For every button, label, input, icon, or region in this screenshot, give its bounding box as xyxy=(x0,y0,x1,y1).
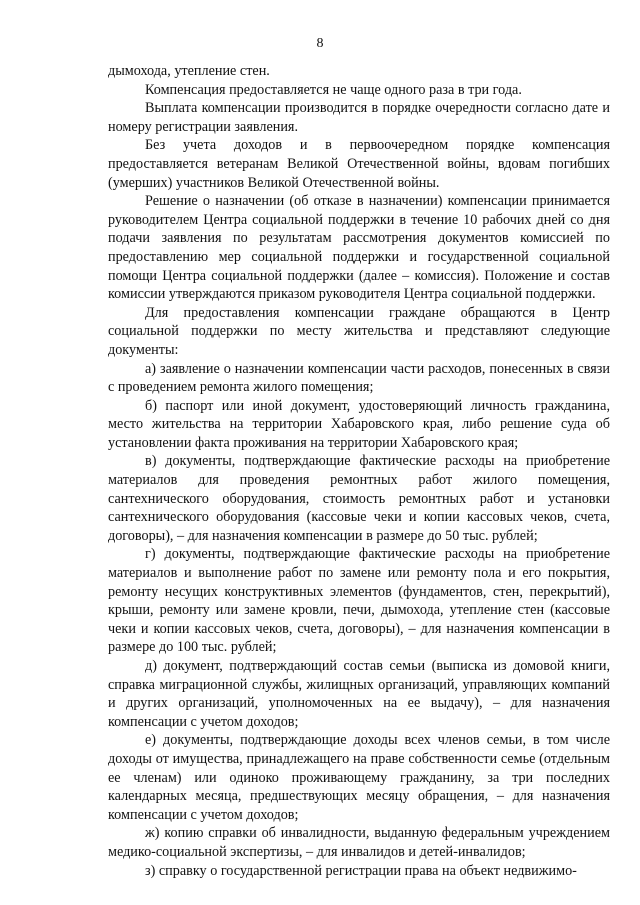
paragraph-frequency: Компенсация предоставляется не чаще одного раза в три года. xyxy=(145,81,522,98)
list-item-d: д) документ, подтверждающий состав семьи (выписка из домовой книги, справка миграционной службы, жилищных организаций, управляющих компаний и других организаций, уполномоченных на ее выдачу), – для назначения компенсации с учетом доходов; xyxy=(108,658,610,730)
list-item-e: е) документы, подтверждающие доходы всех членов семьи, в том числе доходы от имущества, принадлежащего на праве собственности семье (отдельным ее членам) или одиноко проживающему гражданину, за три последних календарных месяца, предшествующих месяцу обращения, – для назначения компенсации с учетом доходов; xyxy=(108,732,610,823)
paragraph-decision: Решение о назначении (об отказе в назначении) компенсации принимается руководителем Центра социальной поддержки в течение 10 рабочих дней со дня подачи заявления по результатам рассмотрения документов комиссией по предоставлению мер социальной поддержки и государственной социальной помощи Центра социальной поддержки (далее – комиссия). Положение и состав комиссии утверждаются приказом руководителя Центра социальной поддержки. xyxy=(108,193,610,303)
paragraph-veterans: Без учета доходов и в первоочередном порядке компенсация предоставляется ветеранам Великой Отечественной войны, вдовам погибших (умерших) участников Великой Отечественной войны. xyxy=(108,137,610,191)
list-item-a: а) заявление о назначении компенсации части расходов, понесенных в связи с проведением ремонта жилого помещения; xyxy=(108,360,610,396)
list-item-g: г) документы, подтверждающие фактические расходы на приобретение материалов и выполнение работ по замене или ремонту пола и его покрытия, ремонту несущих конструктивных элементов (фундаментов, стен, перекрытий), крыши, ремонту или замене кровли, печи, дымохода, утепление стен (кассовые чеки и копии кассовых чеков, счета, договоры), – для назначения компенсации в размере до 100 тыс. рублей; xyxy=(108,546,610,656)
page-number: 8 xyxy=(316,36,324,51)
paragraph-continuation: дымохода, утепление стен. xyxy=(108,63,270,79)
paragraph-documents-intro: Для предоставления компенсации граждане обращаются в Центр социальной поддержки по месту жительства и представляют следующие документы: xyxy=(108,304,610,358)
paragraph-payment-order: Выплата компенсации производится в порядке очередности согласно дате и номеру регистрации заявления. xyxy=(108,100,610,135)
list-item-b: б) паспорт или иной документ, удостоверяющий личность гражданина, место жительства на территории Хабаровского края, либо решение суда об установлении факта проживания на территории Хабаровского края; xyxy=(108,397,610,451)
list-item-z: з) справку о государственной регистрации права на объект недвижимо- xyxy=(145,862,577,879)
list-item-v: в) документы, подтверждающие фактические расходы на приобретение материалов для проведения ремонтных работ жилого помещения, сантехнического оборудования, стоимость ремонтных работ и установки сантехнического оборудования (кассовые чеки и копии кассовых чеков, счета, договоры), – для назначения компенсации в размере до 50 тыс. рублей; xyxy=(108,453,610,544)
list-item-zh: ж) копию справки об инвалидности, выданную федеральным учреждением медико-социальной экспертизы, – для инвалидов и детей-инвалидов; xyxy=(108,825,610,860)
document-body xyxy=(108,62,610,880)
